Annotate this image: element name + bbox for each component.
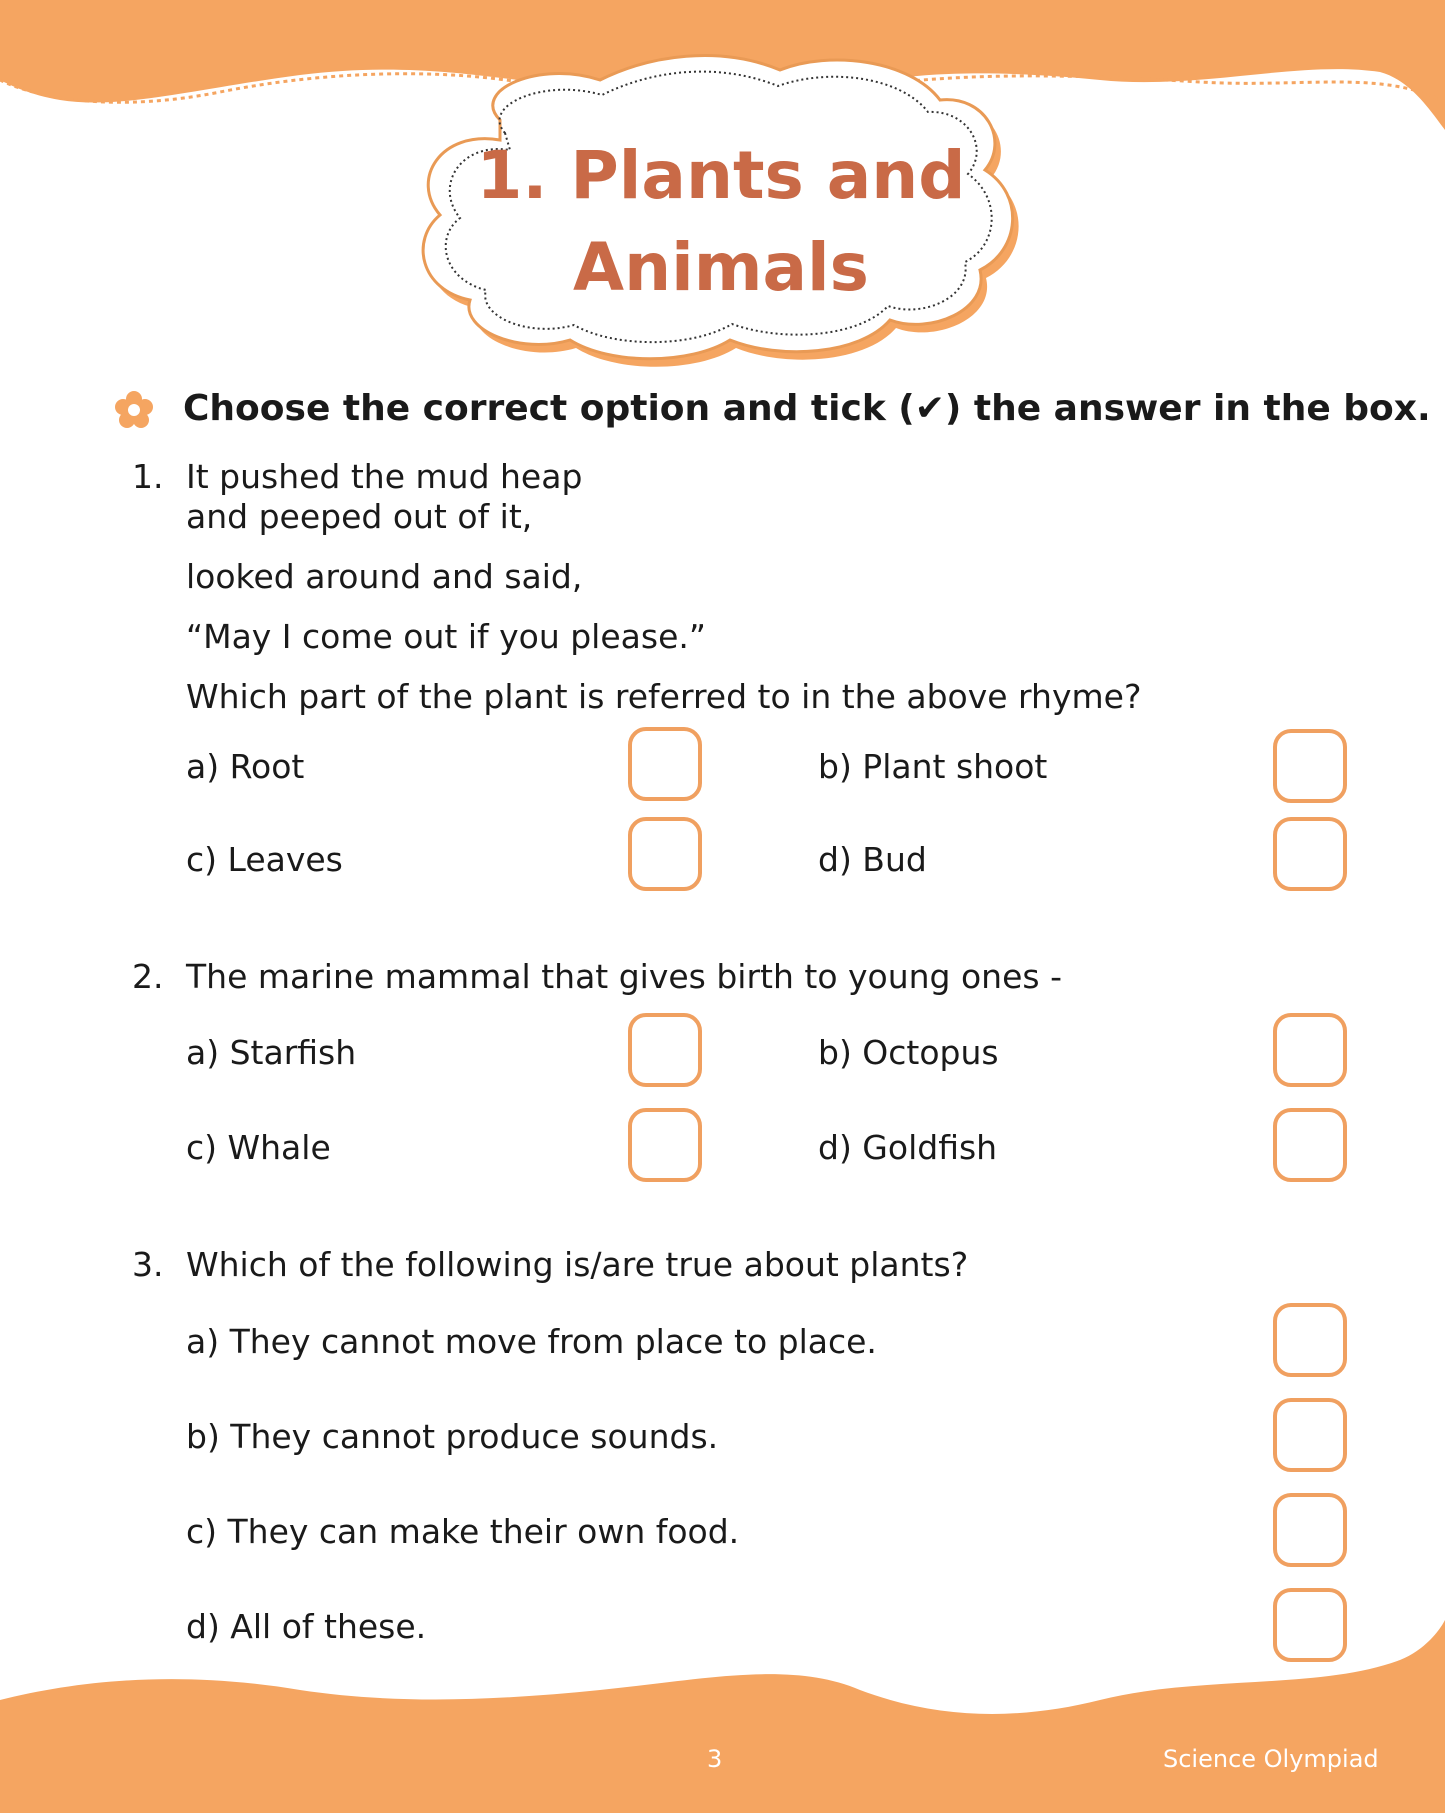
question-2-number: 2. — [132, 957, 164, 996]
question-2-checkbox-b[interactable] — [1273, 1013, 1347, 1087]
question-3-checkbox-d[interactable] — [1273, 1588, 1347, 1662]
question-1-option-d: d) Bud — [818, 840, 927, 879]
question-1-line-1: It pushed the mud heap — [186, 457, 583, 496]
page-title — [436, 130, 1006, 314]
question-3-option-a: a) They cannot move from place to place. — [186, 1322, 877, 1361]
question-1-line-5: Which part of the plant is referred to in the above rhyme? — [186, 677, 1142, 716]
question-1-option-a: a) Root — [186, 747, 305, 786]
question-1-option-b: b) Plant shoot — [818, 747, 1048, 786]
question-2-checkbox-a[interactable] — [628, 1013, 702, 1087]
title-line-1: 1. Plants and — [476, 137, 966, 214]
question-2-option-b: b) Octopus — [818, 1033, 999, 1072]
page-number: 3 — [707, 1745, 723, 1773]
flower-icon — [114, 390, 154, 430]
question-1-option-c: c) Leaves — [186, 840, 343, 879]
question-1-checkbox-c[interactable] — [628, 817, 702, 891]
question-3-number: 3. — [132, 1245, 164, 1284]
question-1-checkbox-d[interactable] — [1273, 817, 1347, 891]
question-2-option-a: a) Starfish — [186, 1033, 357, 1072]
question-3-line-1: Which of the following is/are true about plants? — [186, 1245, 969, 1284]
question-3-checkbox-b[interactable] — [1273, 1398, 1347, 1472]
question-1-number: 1. — [132, 457, 164, 496]
book-title: Science Olympiad — [1163, 1745, 1379, 1773]
instruction-text: Choose the correct option and tick (✔) the answer in the box. — [183, 388, 1431, 429]
question-3-option-d: d) All of these. — [186, 1607, 427, 1646]
question-2-checkbox-d[interactable] — [1273, 1108, 1347, 1182]
title-line-2: Animals — [573, 229, 869, 306]
question-1-line-4: “May I come out if you please.” — [186, 617, 706, 656]
question-2-option-c: c) Whale — [186, 1128, 331, 1167]
question-3-checkbox-a[interactable] — [1273, 1303, 1347, 1377]
question-1-line-2: and peeped out of it, — [186, 497, 533, 536]
question-3-option-b: b) They cannot produce sounds. — [186, 1417, 719, 1456]
question-1-line-3: looked around and said, — [186, 557, 583, 596]
question-3-checkbox-c[interactable] — [1273, 1493, 1347, 1567]
question-3-option-c: c) They can make their own food. — [186, 1512, 740, 1551]
bottom-wave-band — [0, 1620, 1445, 1813]
question-2-option-d: d) Goldfish — [818, 1128, 998, 1167]
question-1-checkbox-a[interactable] — [628, 727, 702, 801]
question-2-line-1: The marine mammal that gives birth to young ones - — [186, 957, 1062, 996]
question-1-checkbox-b[interactable] — [1273, 729, 1347, 803]
question-2-checkbox-c[interactable] — [628, 1108, 702, 1182]
